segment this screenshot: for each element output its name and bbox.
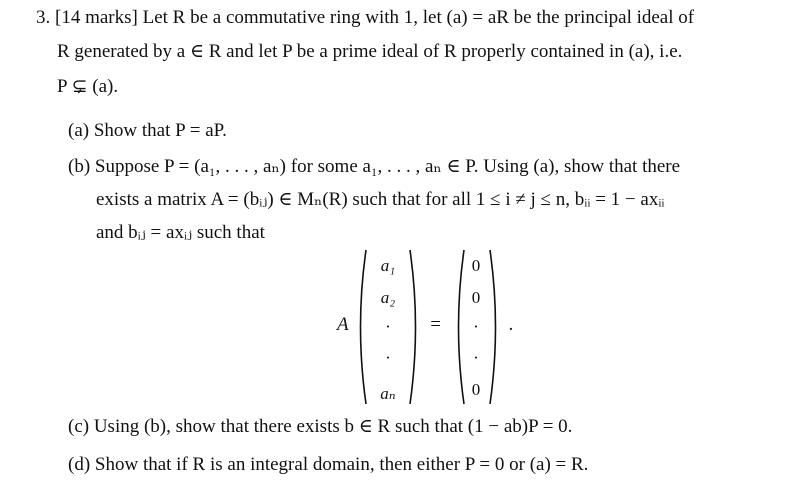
matrix-label: A (337, 314, 349, 335)
part-c: (c) Using (b), show that there exists b ∈ R such that (1 − ab)P = 0. (68, 416, 573, 437)
left-vector-entry: a₂ (380, 288, 396, 307)
matrix-equation (330, 248, 530, 406)
problem-line-2: R generated by a ∈ R and let P be a prime ideal of R properly contained in (a), i.e. (57, 41, 683, 62)
right-vector-entry: 0 (471, 256, 481, 275)
left-vector-open-paren (354, 248, 368, 406)
part-b-line-1: (b) Suppose P = (a₁, . . . , aₙ) for some a₁, . . . , aₙ ∈ P. Using (a), show that there (68, 156, 681, 177)
right-vector-entry: · (473, 317, 479, 336)
part-b-line-3: and bᵢⱼ = axᵢⱼ such that (96, 222, 265, 243)
problem-line-1: 3. [14 marks] Let R be a commutative ring with 1, let (a) = aR be the principal ideal of (36, 7, 695, 28)
right-vector-close-paren (488, 248, 502, 406)
equation-period: . (509, 314, 514, 335)
part-b-line-2: exists a matrix A = (bᵢⱼ) ∈ Mₙ(R) such that for all 1 ≤ i ≠ j ≤ n, bᵢᵢ = 1 − axᵢᵢ (96, 189, 665, 210)
part-d: (d) Show that if R is an integral domain, then either P = 0 or (a) = R. (68, 454, 589, 475)
left-vector-entry: · (385, 348, 391, 367)
equals-sign: = (429, 314, 442, 335)
right-vector-entry: 0 (471, 288, 481, 307)
left-vector-entry: a₁ (380, 256, 396, 275)
problem-line-3: P ⊊ (a). (57, 76, 119, 97)
left-vector-entry: aₙ (380, 384, 396, 403)
right-vector-entry: · (473, 348, 479, 367)
right-vector-entry: 0 (471, 380, 481, 399)
left-vector-close-paren (408, 248, 422, 406)
left-vector-entry: · (385, 317, 391, 336)
part-a: (a) Show that P = aP. (68, 120, 227, 141)
